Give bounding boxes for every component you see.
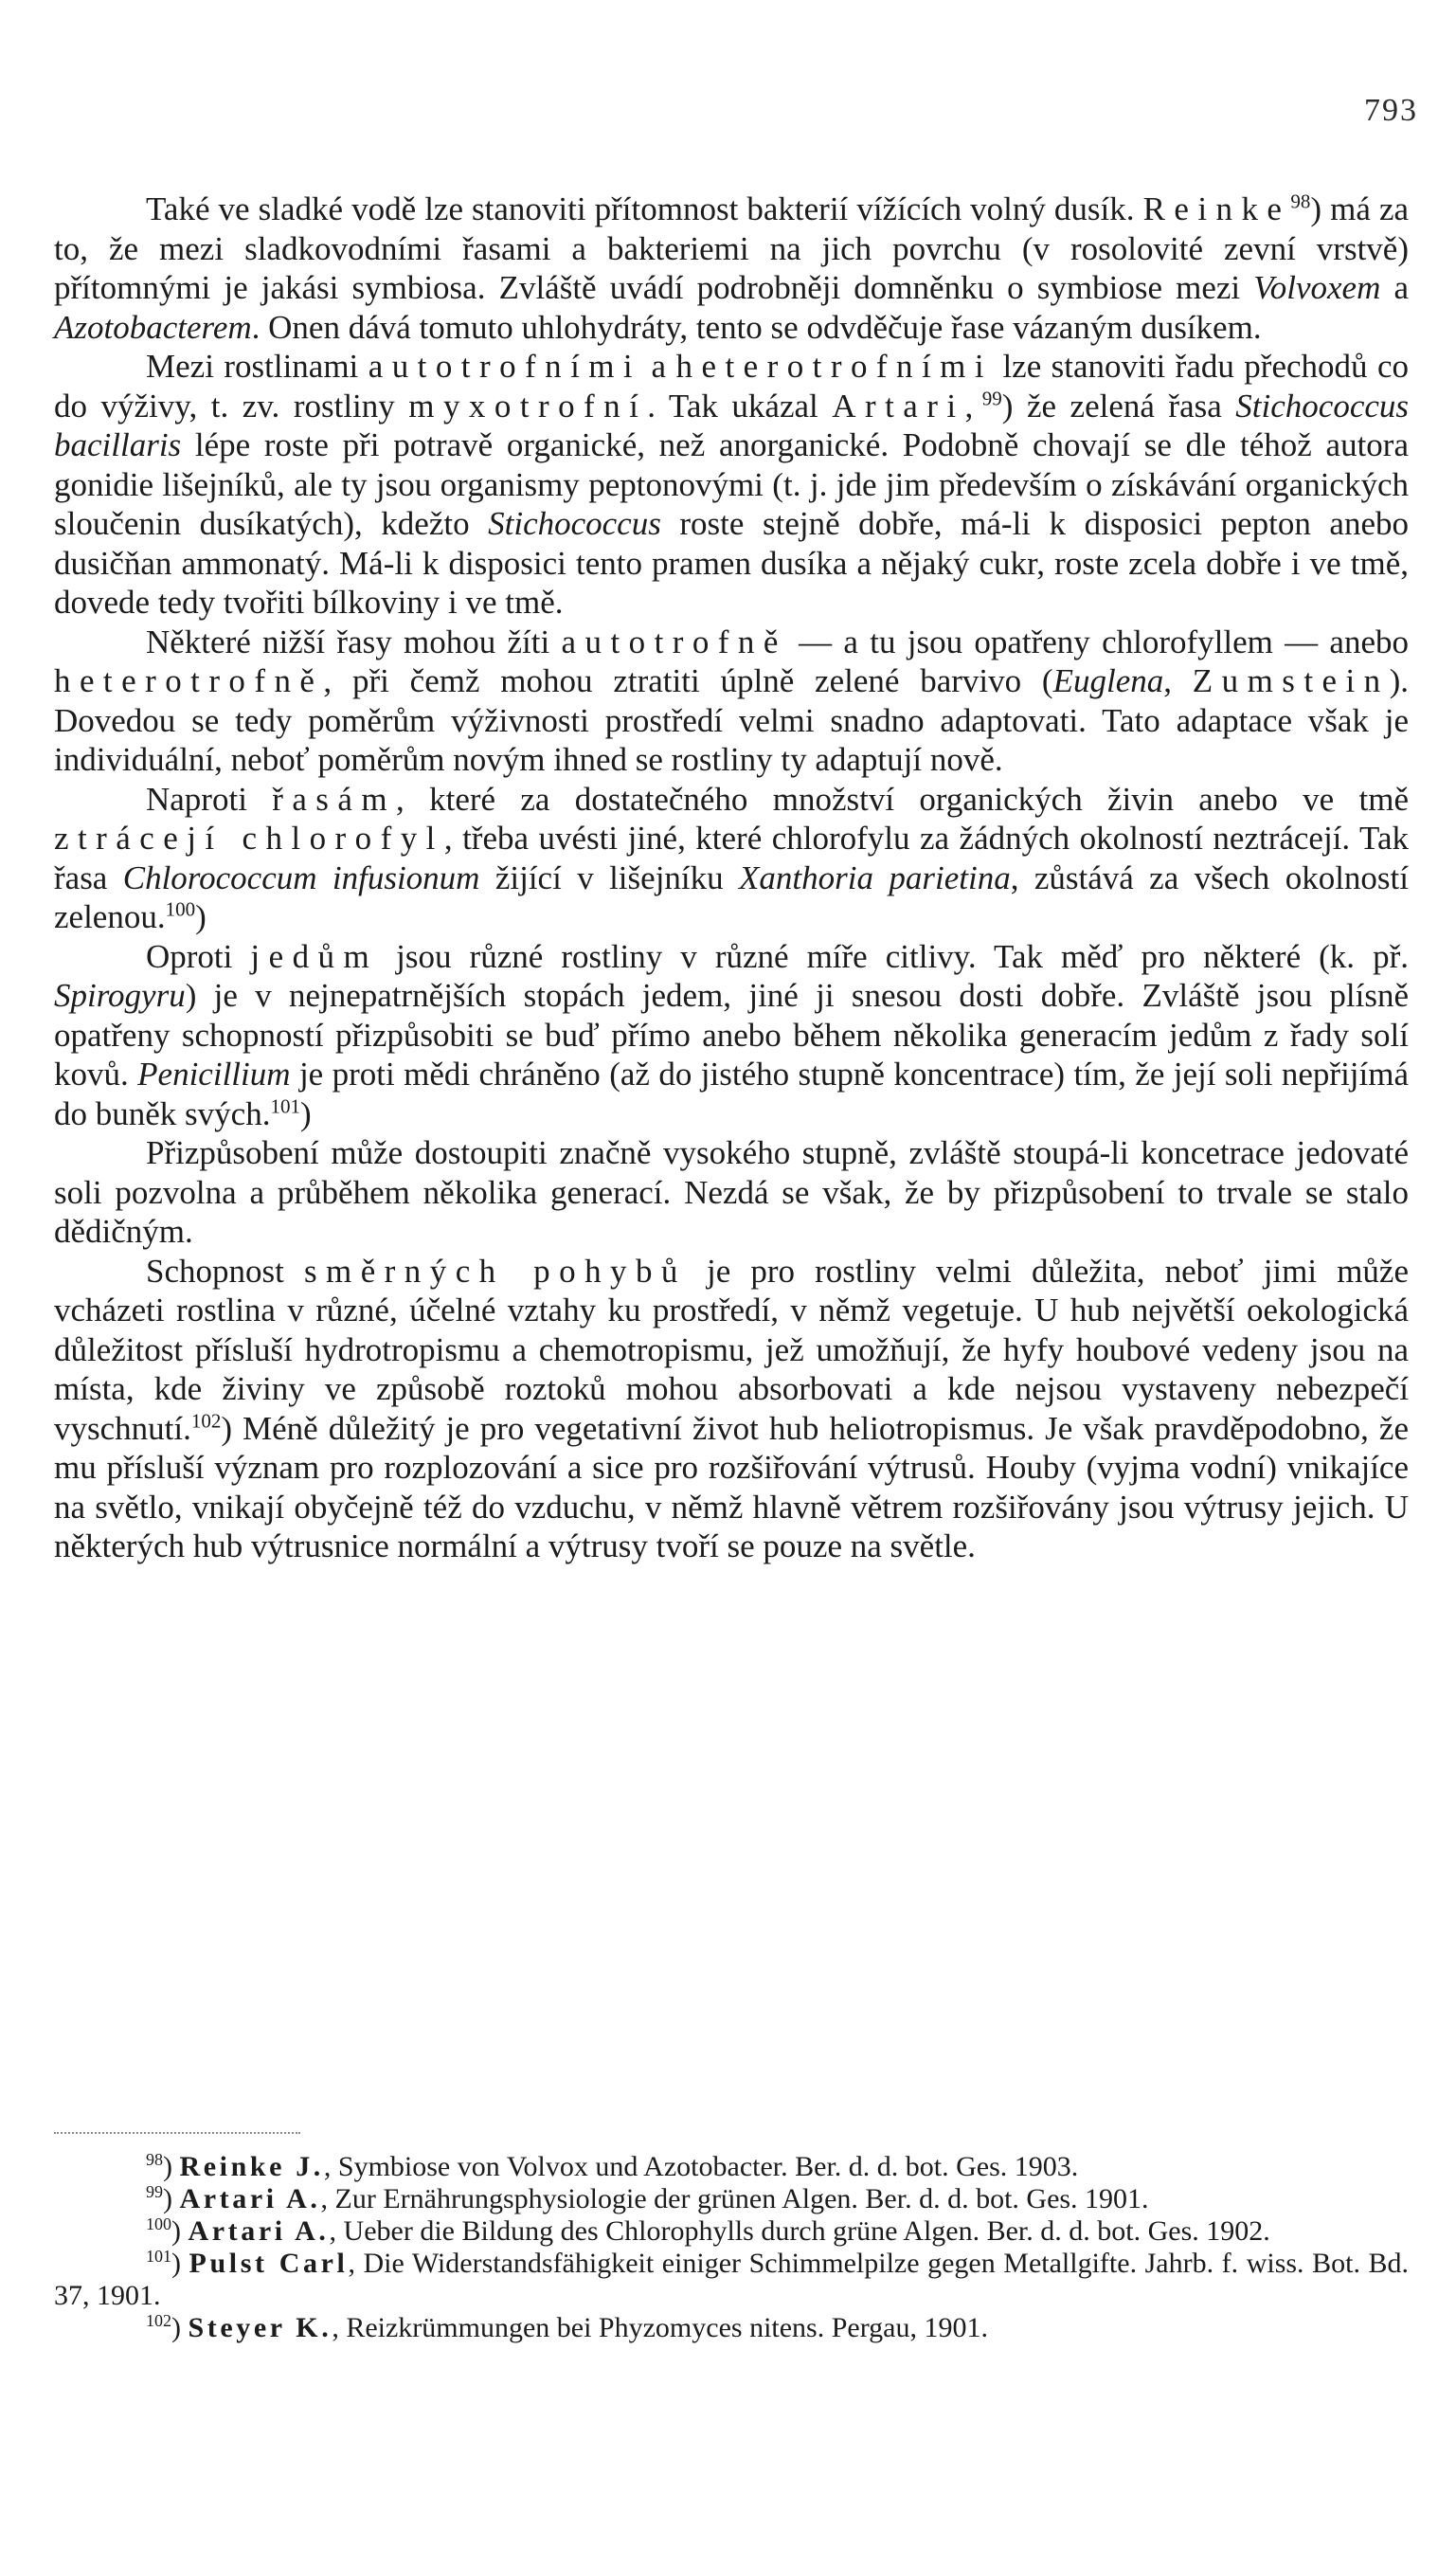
spaced-emphasis: ztrácejí chlorofyl — [54, 820, 444, 857]
text-run: — a tu jsou opatřeny chlorofyllem — anebo — [786, 623, 1409, 660]
text-run: , — [1163, 662, 1193, 699]
footnote-author: Steyer K. — [188, 2312, 333, 2343]
text-run: , při čemž mohou ztratiti úplně zelené barvivo ( — [323, 662, 1053, 699]
footnote-number: 102 — [146, 2311, 171, 2330]
text-run: ) že zelená řasa — [1001, 387, 1236, 425]
text-run: ) je v nejnepatrnějších stopách jedem, jiné ji snesou dosti dobře. Zvláště jsou plísně opatřeny schopností přizpůsobiti se buď přímo anebo během několika generacím jedům z řady solí kovů. — [54, 977, 1409, 1093]
italic-term: Volvoxem — [1253, 269, 1381, 306]
spaced-emphasis: Zumstein — [1192, 662, 1390, 699]
footnote-text: , Symbiose von Volvox und Azotobacter. Ber. d. d. bot. Ges. 1903. — [323, 2151, 1079, 2182]
italic-term: Chlorococcum infusionum — [122, 858, 480, 896]
italic-term: Penicillium — [137, 1056, 291, 1093]
footnote-author: Artari A. — [179, 2183, 321, 2214]
text-run: lépe roste při potravě organické, než anorganické. Podobně chovají se dle téhož autora gonidie lišejníků, ale ty jsou organismy peptonovými (t. j. jde jim především o získávání organických sloučenin dusíkatých), kdežto — [54, 426, 1409, 542]
footnote-reference: 99 — [981, 386, 1002, 409]
footnote-author: Pulst Carl — [189, 2248, 349, 2279]
footnote-text: , Ueber die Bildung des Chlorophylls durch grüne Algen. Ber. d. d. bot. Ges. 1902. — [329, 2215, 1270, 2247]
text-run: je pro rostliny velmi důležita, neboť jimi může vcházeti rostlina v různé, účelné vztahy ku prostředí, v němž vegetuje. U hub největší oekologická důležitost přísluší hydrotropismu a chemotropismu, jež umožňují, že hyfy houbové vedeny jsou na místa, kde živiny ve způsobě roztoků mohou absorbovati a kde nejsou vystaveny nebezpečí vyschnutí. — [54, 1252, 1409, 1447]
footnote-reference: 102 — [190, 1408, 222, 1432]
footnote-number: 99 — [146, 2182, 163, 2201]
footnote-divider — [54, 2132, 300, 2134]
text-run: a — [1380, 269, 1410, 306]
footnote-reference: 98 — [1290, 190, 1311, 213]
text-run: . Tak ukázal — [647, 387, 833, 425]
italic-term: Spirogyru — [54, 977, 186, 1014]
text-run: ) má za to, že mezi sladkovodními řasami a bakteriemi na jich povrchu (v rosolovité zevní vrstvě) přítomnými je jakási symbiosa. Zvláště uvádí podrobněji domněnku o symbiose mezi — [54, 190, 1410, 306]
text-run: ) — [299, 1094, 312, 1132]
footnote-reference: 100 — [165, 897, 196, 921]
footnote-author: Artari A. — [188, 2215, 330, 2247]
footnote-text: , Die Widerstandsfähigkeit einiger Schimmelpilze gegen Metallgifte. Jahrb. f. wiss. Bot. Bd. 37, 1901. — [54, 2248, 1409, 2311]
footnote-paren: ) — [163, 2151, 180, 2182]
paragraph — [54, 347, 1409, 623]
spaced-emphasis: autotrofně — [561, 623, 787, 660]
footnote — [54, 2248, 1409, 2312]
body-text — [54, 190, 1409, 1566]
paragraph — [54, 780, 1409, 937]
footnote — [54, 2312, 1409, 2344]
footnote-text: , Reizkrümmungen bei Phyzomyces nitens. Pergau, 1901. — [332, 2312, 988, 2343]
text-run: a — [641, 348, 676, 385]
italic-term: Euglena — [1052, 662, 1164, 699]
text-run: ) — [195, 898, 207, 935]
footnote-paren: ) — [163, 2183, 180, 2214]
text-run: je proti mědi chráněno (až do jistého stupně koncentrace) tím, že její soli nepřijímá do buněk svých. — [54, 1056, 1409, 1132]
spaced-emphasis: Artari, — [832, 387, 982, 425]
spaced-emphasis: jedům — [250, 937, 379, 975]
spaced-emphasis: Reinke — [1142, 190, 1291, 227]
footnote-number: 100 — [146, 2214, 171, 2233]
text-run: roste stejně dobře, má-li k disposici pepton anebo dusičňan ammonatý. Má-li k disposici tento pramen dusíka a nějaký cukr, roste zcela dobře i ve tmě, dovede tedy tvořiti bílkoviny i ve tmě. — [54, 505, 1409, 621]
text-run: ). Dovedou se tedy poměrům výživnosti prostředí velmi snadno adaptovati. Tato adaptace však je individuální, neboť poměrům novým ihned se rostliny ty adaptují nově. — [54, 662, 1410, 778]
italic-term: Xanthoria parietina — [739, 858, 1011, 896]
italic-term: Stichococcus — [488, 505, 661, 542]
footnote-number: 98 — [146, 2150, 163, 2169]
text-run: Naproti — [146, 780, 273, 818]
paragraph — [54, 1133, 1409, 1252]
footnote — [54, 2215, 1409, 2248]
text-run: Také ve sladké vodě lze stanoviti přítomnost bakterií vížících volný dusík. — [146, 190, 1143, 227]
text-run: , které za dostatečného množství organických živin anebo ve tmě — [396, 780, 1409, 818]
text-run: Některé nižší řasy mohou žíti — [146, 623, 562, 660]
text-run: lze stanoviti řadu přechodů co do výživy, t. zv. rostliny — [54, 348, 1409, 425]
spaced-emphasis: směrných pohybů — [303, 1252, 687, 1290]
paragraph — [54, 1252, 1409, 1566]
paragraph — [54, 190, 1409, 347]
spaced-emphasis: myxotrofní — [408, 387, 648, 425]
paragraph — [54, 623, 1409, 780]
footnote-paren: ) — [171, 2312, 189, 2343]
italic-term: Stichococcus bacillaris — [54, 387, 1410, 463]
footnote — [54, 2151, 1409, 2183]
footnotes — [54, 2151, 1409, 2344]
italic-term: Azotobacterem — [54, 308, 252, 346]
text-run: Mezi rostlinami — [146, 348, 368, 385]
text-run: jsou různé rostliny v různé míře citlivy. Tak měď pro některé (k. př. — [378, 937, 1409, 975]
text-run: ) Méně důležitý je pro vegetativní život hub heliotropismus. Je však pravděpodobno, že mu přísluší význam pro rozplozování a sice pro rozšiřování výtrusů. Houby (vyjma vodní) vnikajíce na světlo, vnikají obyčejně též do vzduchu, v němž hlavně větrem rozšiřovány jsou výtrusy jejich. U některých hub výtrusnice normální a výtrusy tvoří se pouze na světle. — [54, 1409, 1409, 1564]
footnote-reference: 101 — [270, 1093, 300, 1117]
text-run: žijící v lišejníku — [479, 858, 740, 896]
spaced-emphasis: heterotrofními — [675, 348, 993, 385]
paragraph — [54, 937, 1409, 1134]
footnote — [54, 2183, 1409, 2215]
spaced-emphasis: řasám — [272, 780, 397, 818]
text-run: Oproti — [146, 937, 251, 975]
text-run: , zůstává za všech okolností zelenou. — [54, 858, 1409, 935]
text-run: . Onen dává tomuto uhlohydráty, tento se odvděčuje řase vázaným dusíkem. — [251, 308, 1262, 346]
footnote-author: Reinke J. — [179, 2151, 324, 2182]
footnote-number: 101 — [146, 2247, 171, 2266]
footnote-text: , Zur Ernährungsphysiologie der grünen Algen. Ber. d. d. bot. Ges. 1901. — [320, 2183, 1149, 2214]
spaced-emphasis: autotrofními — [368, 348, 642, 385]
text-run: , třeba uvésti jiné, které chlorofylu za žádných okolností neztrácejí. Tak řasa — [54, 820, 1409, 896]
page-number: 793 — [1364, 93, 1418, 128]
spaced-emphasis: heterotrofně — [54, 662, 324, 699]
text-run: Schopnost — [146, 1252, 304, 1290]
footnote-paren: ) — [171, 2215, 189, 2247]
text-run: Přizpůsobení může dostoupiti značně vysokého stupně, zvláště stoupá-li koncetrace jedovaté soli pozvolna a průběhem několika generací. Nezdá se však, že by přizpůsobení to trvale se stalo dědičným. — [54, 1134, 1409, 1250]
footnote-paren: ) — [171, 2248, 189, 2279]
